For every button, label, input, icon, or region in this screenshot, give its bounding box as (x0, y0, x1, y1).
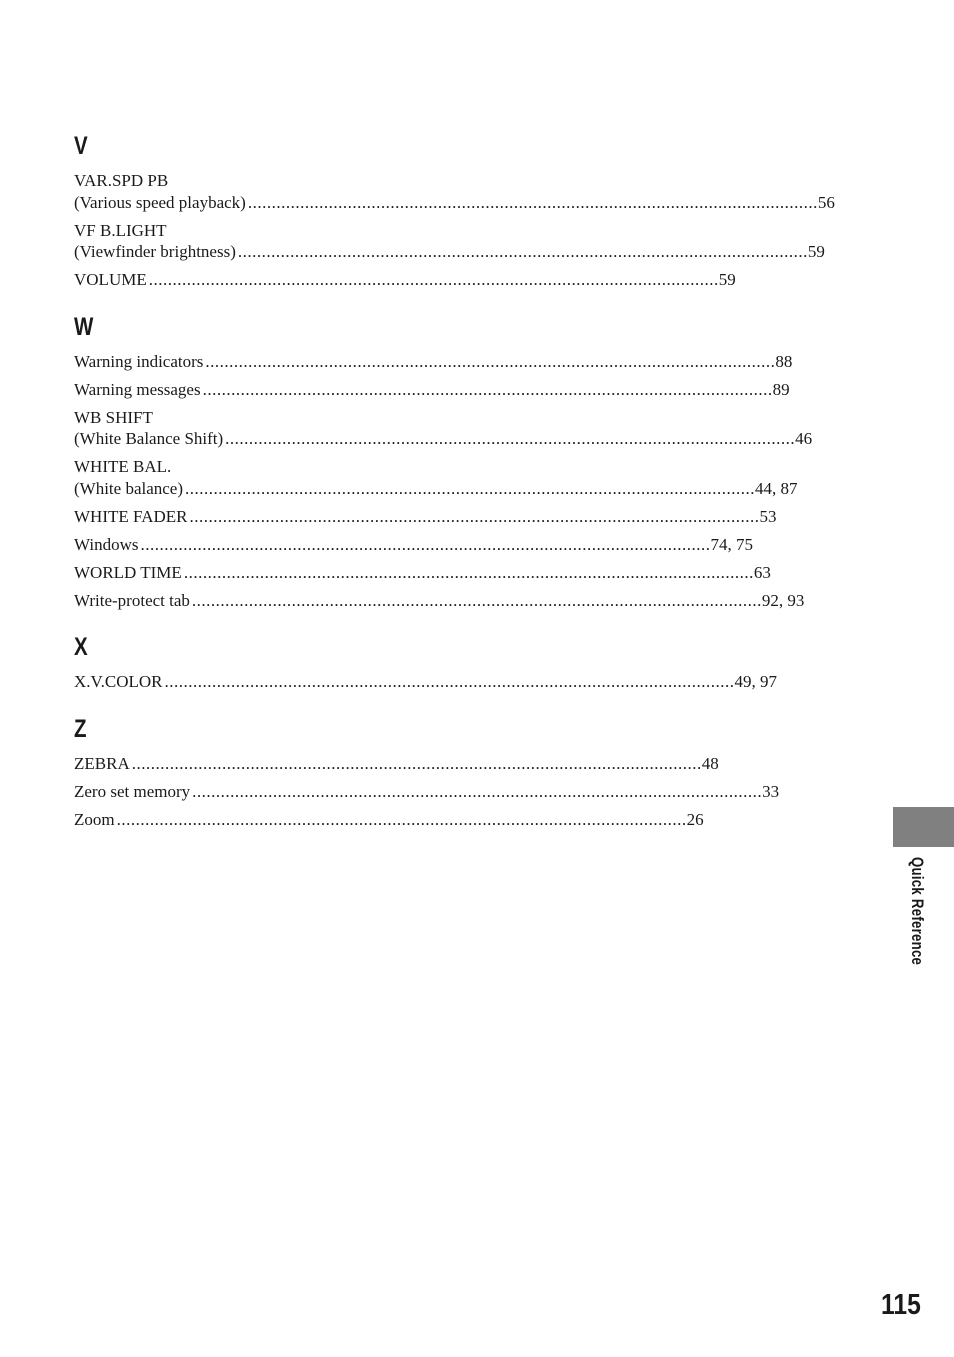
index-entry (74, 220, 825, 263)
page-number: 115 (881, 1289, 921, 1321)
entry-sublabel: (White Balance Shift) (74, 429, 224, 448)
leader-dots: ........................................................................................................................ (116, 809, 687, 829)
leader-dots: ........................................................................................................................ (191, 590, 762, 610)
entry-sublabel: (White balance) (74, 478, 184, 498)
section-letter: X (74, 633, 88, 661)
leader-dots: ........................................................................................................................ (140, 534, 711, 554)
entry-row (74, 241, 825, 263)
index-entry (74, 534, 753, 556)
leader-dots: ........................................................................................................................ (185, 478, 756, 498)
entry-row (74, 506, 777, 528)
index-entry (74, 506, 777, 528)
entry-pages: 46 (795, 429, 813, 448)
entry-label: X.V.COLOR (74, 672, 163, 691)
leader-dots: ........................................................................................................................ (183, 562, 754, 582)
entry-label: WHITE BAL. (74, 457, 172, 476)
leader-dots: ........................................................................................................................ (205, 351, 776, 371)
leader-dots: ........................................................................................................................ (164, 672, 735, 691)
entry-pages: 56 (817, 192, 835, 212)
entry-row (74, 534, 753, 556)
section-letter: V (74, 132, 88, 160)
leader-dots: ........................................................................................................................ (202, 379, 773, 399)
index-column (74, 130, 835, 850)
section-tab-label: Quick Reference (908, 857, 927, 966)
entry-row (74, 379, 790, 401)
entry-pages: 49, 97 (734, 672, 777, 691)
entry-label: WHITE FADER (74, 506, 188, 526)
index-section-z (74, 713, 780, 831)
entry-row (74, 478, 798, 500)
index-entry (74, 590, 805, 612)
entry-label: ZEBRA (74, 753, 130, 773)
index-entry (74, 456, 798, 499)
index-entry (74, 562, 771, 584)
entry-label: VF B.LIGHT (74, 220, 167, 240)
leader-dots: ........................................................................................................................ (189, 506, 760, 526)
index-section-v (74, 130, 835, 291)
entry-row (74, 428, 813, 450)
entry-label: Zoom (74, 809, 115, 829)
index-entry (74, 407, 813, 450)
entry-label: Write-protect tab (74, 590, 190, 610)
entry-label: Warning messages (74, 379, 201, 399)
entry-row (74, 590, 805, 612)
entry-sublabel: (Various speed playback) (74, 192, 246, 212)
entry-pages: 53 (759, 506, 777, 526)
entry-pages: 74, 75 (710, 534, 753, 554)
entry-row (74, 671, 777, 693)
entry-pages: 59 (718, 270, 736, 289)
section-letter: W (74, 312, 94, 341)
index-entry (74, 753, 719, 775)
leader-dots: ........................................................................................................................ (192, 781, 763, 801)
index-entry (74, 809, 704, 831)
entry-pages: 92, 93 (761, 590, 805, 610)
entry-row (74, 753, 719, 775)
entry-pages: 89 (772, 379, 790, 399)
index-section-w (74, 311, 813, 612)
entry-pages: 48 (701, 753, 719, 773)
entry-row (74, 809, 704, 831)
index-section-x (74, 631, 777, 693)
index-entry (74, 671, 777, 693)
entry-row (74, 562, 771, 584)
entry-label: Windows (74, 534, 139, 554)
index-entry (74, 170, 835, 213)
entry-row (74, 192, 835, 214)
entry-pages: 59 (807, 242, 825, 261)
index-entry (74, 351, 793, 373)
entry-label: Warning indicators (74, 351, 204, 371)
index-entry (74, 269, 736, 291)
entry-row (74, 269, 736, 291)
entry-label: Zero set memory (74, 781, 191, 801)
leader-dots: ........................................................................................................................ (225, 429, 796, 448)
entry-label: VAR.SPD PB (74, 171, 169, 190)
entry-row (74, 351, 793, 373)
entry-pages: 88 (775, 351, 793, 371)
entry-label: WORLD TIME (74, 562, 182, 582)
index-entry (74, 781, 780, 803)
section-tab-marker (893, 807, 954, 847)
entry-pages: 26 (686, 809, 704, 829)
entry-pages: 44, 87 (755, 478, 798, 498)
leader-dots: ........................................................................................................................ (131, 753, 702, 773)
entry-label: VOLUME (74, 270, 147, 289)
leader-dots: ........................................................................................................................ (237, 242, 808, 261)
entry-sublabel: (Viewfinder brightness) (74, 242, 236, 261)
leader-dots: ........................................................................................................................ (148, 270, 719, 289)
entry-label: WB SHIFT (74, 407, 153, 427)
section-letter: Z (74, 714, 87, 743)
index-entry (74, 379, 790, 401)
leader-dots: ........................................................................................................................ (247, 192, 818, 212)
entry-pages: 33 (762, 781, 780, 801)
entry-pages: 63 (753, 562, 771, 582)
entry-row (74, 781, 780, 803)
